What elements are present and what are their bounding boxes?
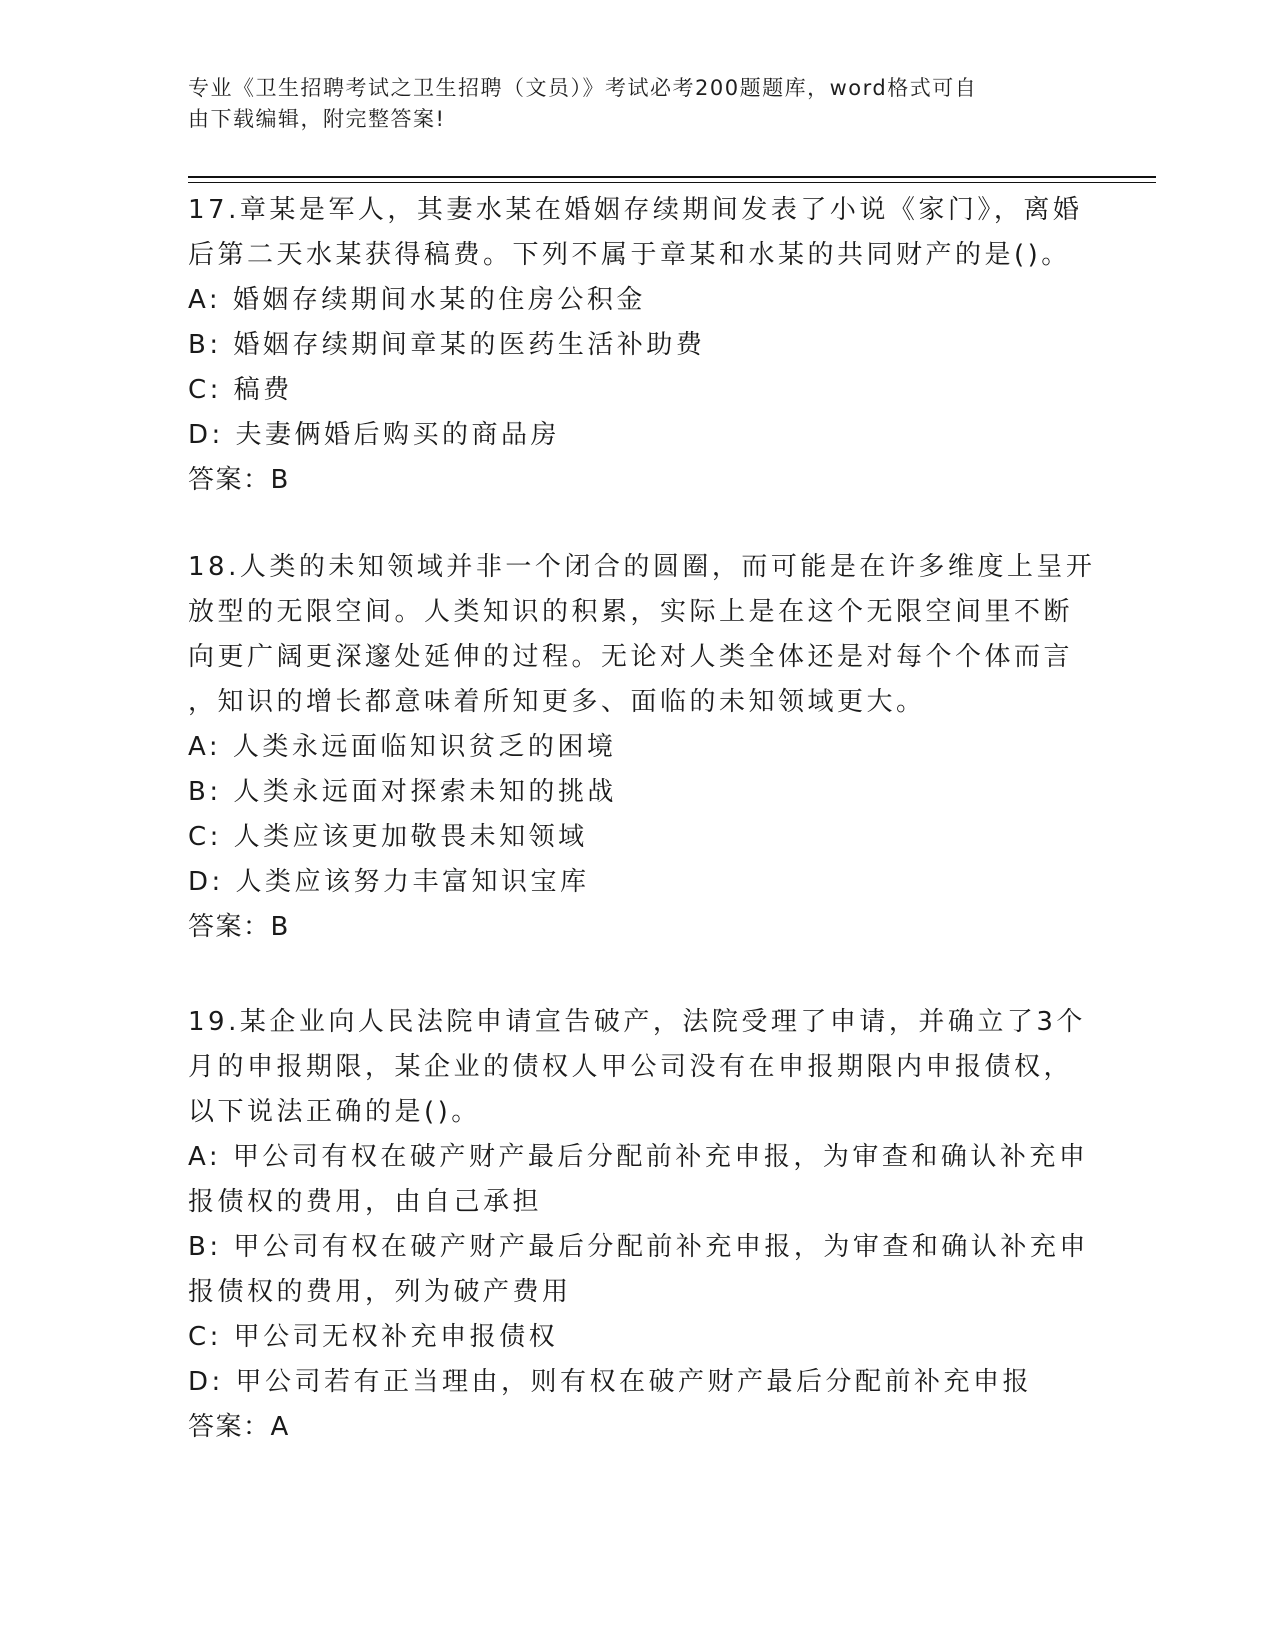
answer-line: 答案：B [188, 465, 290, 495]
header-line: 专业《卫生招聘考试之卫生招聘（文员）》考试必考200题题库，word格式可自 [188, 76, 978, 100]
question-stem-line: 以下说法正确的是()。 [188, 1097, 481, 1127]
header-divider-thick [188, 176, 1156, 178]
option-a: A: 婚姻存续期间水某的住房公积金 [188, 285, 646, 315]
answer-line: 答案：A [188, 1412, 290, 1442]
question-stem-line: 18.人类的未知领域并非一个闭合的圆圈，而可能是在许多维度上呈开 [188, 552, 1096, 582]
option-d: D: 夫妻俩婚后购买的商品房 [188, 420, 561, 450]
question-stem-line: 17.章某是军人，其妻水某在婚姻存续期间发表了小说《家门》，离婚 [188, 195, 1083, 225]
question-stem-line: 向更广阔更深邃处延伸的过程。无论对人类全体还是对每个个体而言 [188, 642, 1074, 672]
question-stem-line: 放型的无限空间。人类知识的积累，实际上是在这个无限空间里不断 [188, 597, 1074, 627]
question-19 [188, 1000, 1088, 1450]
option-b: B: 婚姻存续期间章某的医药生活补助费 [188, 330, 706, 360]
option-a: A: 人类永远面临知识贫乏的困境 [188, 732, 617, 762]
question-stem-line: 后第二天水某获得稿费。下列不属于章某和水某的共同财产的是()。 [188, 240, 1071, 270]
question-stem-line: 月的申报期限，某企业的债权人甲公司没有在申报期限内申报债权， [188, 1052, 1074, 1082]
option-c: C: 稿费 [188, 375, 293, 405]
option-a: A: 甲公司有权在破产财产最后分配前补充申报，为审查和确认补充申 [188, 1142, 1089, 1172]
option-c: C: 甲公司无权补充申报债权 [188, 1322, 559, 1352]
answer-line: 答案：B [188, 912, 290, 942]
header-line: 由下载编辑，附完整答案! [188, 107, 446, 131]
question-18 [188, 545, 1096, 950]
option-d: D: 甲公司若有正当理由，则有权在破产财产最后分配前补充申报 [188, 1367, 1033, 1397]
header-divider-thin [188, 182, 1156, 183]
document-header [188, 73, 1068, 135]
option-a-continued: 报债权的费用，由自己承担 [188, 1187, 543, 1217]
question-stem-line: 19.某企业向人民法院申请宣告破产，法院受理了申请，并确立了3个 [188, 1007, 1086, 1037]
question-17 [188, 188, 1088, 503]
option-b: B: 人类永远面对探索未知的挑战 [188, 777, 617, 807]
option-b: B: 甲公司有权在破产财产最后分配前补充申报，为审查和确认补充申 [188, 1232, 1089, 1262]
option-d: D: 人类应该努力丰富知识宝库 [188, 867, 590, 897]
question-stem-line: ，知识的增长都意味着所知更多、面临的未知领域更大。 [188, 687, 926, 717]
option-b-continued: 报债权的费用，列为破产费用 [188, 1277, 572, 1307]
option-c: C: 人类应该更加敬畏未知领域 [188, 822, 588, 852]
